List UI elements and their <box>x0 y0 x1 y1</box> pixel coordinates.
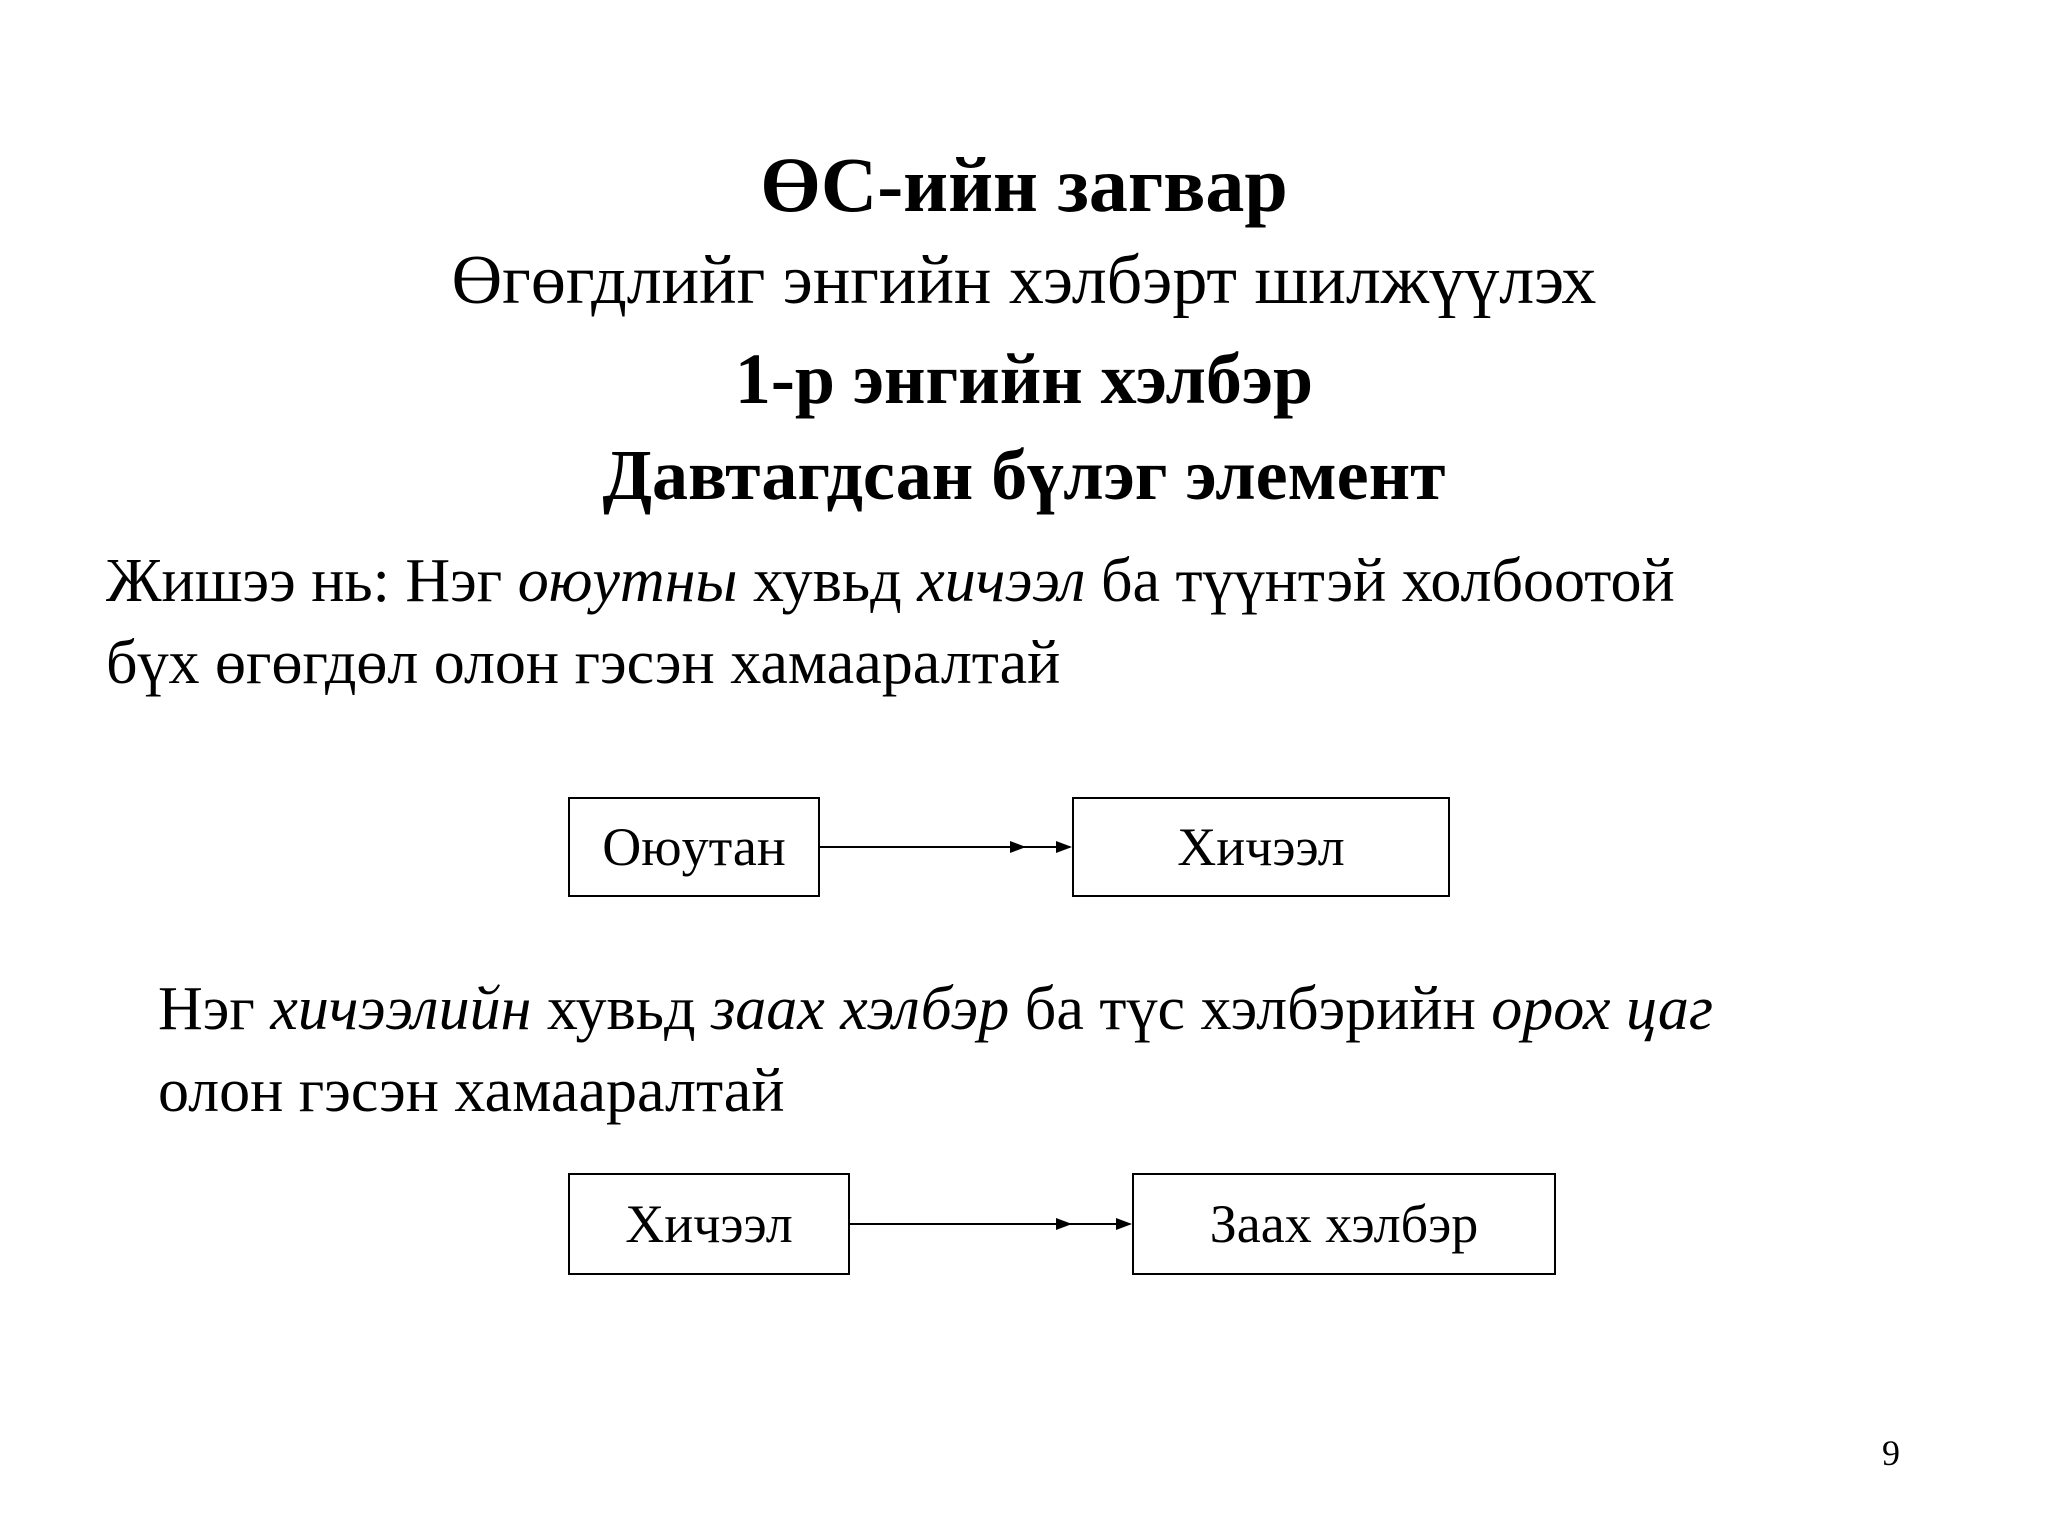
text-run: хувьд <box>531 975 712 1043</box>
italic-term-student: оюутны <box>517 547 738 615</box>
example-2-line-2: олон гэсэн хамааралтай <box>158 1057 785 1125</box>
arrow-head-mid <box>1056 1218 1072 1230</box>
slide-heading-repeating-group: Давтагдсан бүлэг элемент <box>602 435 1446 515</box>
page-number: 9 <box>1882 1433 1900 1473</box>
example-paragraph-1 <box>106 540 1675 704</box>
example-1-line-2: бүх өгөгдөл олон гэсэн хамааралтай <box>106 629 1061 697</box>
italic-term-teaching-form: заах хэлбэр <box>711 975 1010 1043</box>
italic-term-course: хичээл <box>917 547 1086 615</box>
entity-box-teaching-form: Заах хэлбэр <box>1132 1173 1556 1275</box>
example-1-line-1 <box>106 540 1675 622</box>
relationship-arrow-1 <box>820 837 1072 857</box>
italic-term-course: хичээлийн <box>270 975 532 1043</box>
slide-subtitle: Өгөгдлийг энгийн хэлбэрт шилжүүлэх <box>451 242 1597 319</box>
italic-term-hours: орох цаг <box>1491 975 1714 1043</box>
slide-heading-normal-form: 1-р энгийн хэлбэр <box>734 339 1314 419</box>
arrow-head-end <box>1056 841 1072 853</box>
slide-title: ӨС-ийн загвар <box>760 141 1288 228</box>
text-run: Нэг <box>158 975 271 1043</box>
text-run: хувьд <box>737 547 918 615</box>
example-2-line-1 <box>158 968 1713 1050</box>
arrow-head-end <box>1116 1218 1132 1230</box>
relationship-arrow-2 <box>850 1214 1132 1234</box>
text-run: ба түс хэлбэрийн <box>1009 975 1492 1043</box>
arrow-head-mid <box>1010 841 1026 853</box>
entity-box-course: Хичээл <box>1072 797 1450 897</box>
text-run: Жишээ нь: Нэг <box>106 547 518 615</box>
entity-box-course: Хичээл <box>568 1173 850 1275</box>
entity-box-student: Оюутан <box>568 797 820 897</box>
example-paragraph-2 <box>158 968 1713 1132</box>
text-run: ба түүнтэй холбоотой <box>1085 547 1675 615</box>
